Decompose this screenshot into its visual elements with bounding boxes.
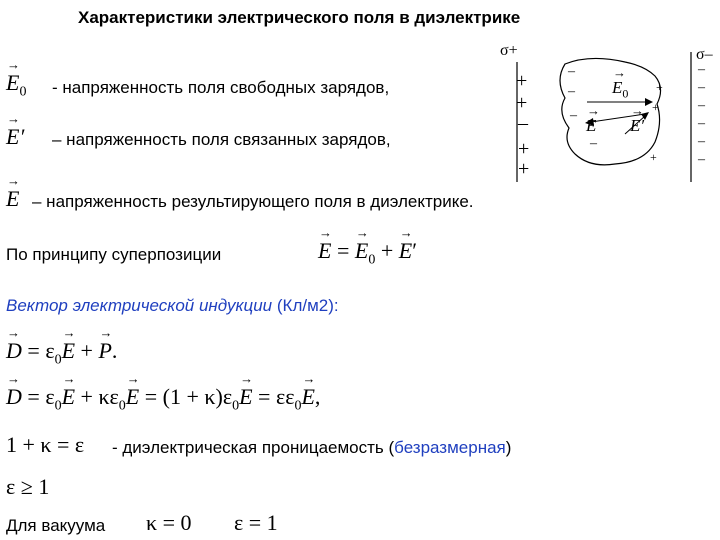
bound-plus-sign: + — [650, 150, 657, 164]
vacuum-kappa: κ = 0 — [146, 510, 192, 535]
induction-heading: Вектор электрической индукции (Кл/м2): — [6, 296, 339, 315]
inequality: ε ≥ 1 — [6, 474, 50, 499]
bound-minus-sign: – — [568, 64, 575, 79]
induction-formula: → $D = \varepsilon_0\to E$ + → P. — [6, 338, 117, 368]
superposition-label: По принципу суперпозиции — [6, 245, 222, 264]
plate-minus-sign: – — [698, 80, 705, 95]
diagram-eprime-label: → E′ — [630, 116, 644, 136]
definition-eprime: – напряженность поля связанных зарядов, — [52, 130, 391, 149]
definition-e: – напряженность результирующего поля в диэлектрике. — [32, 192, 474, 211]
plate-minus-sign: – — [518, 112, 528, 134]
plate-plus-sign: + — [516, 70, 528, 92]
symbol-e0: → $E_0$ — [6, 70, 26, 100]
symbol-e: → E — [6, 186, 19, 212]
definition-e0: - напряженность поля свободных зарядов, — [52, 78, 390, 97]
bound-minus-sign: – — [570, 108, 577, 123]
plate-plus-sign: + — [518, 158, 530, 180]
diagram-e-label: → E — [586, 116, 596, 136]
permittivity-text: - диэлектрическая проницаемость (безразмерная) — [112, 438, 512, 457]
plate-plus-sign: + — [516, 92, 528, 114]
symbol-eprime: → E′ — [6, 124, 24, 150]
vacuum-label: Для вакуума — [6, 516, 106, 535]
bound-plus-sign: + — [656, 80, 663, 94]
plate-minus-sign: – — [698, 134, 705, 149]
induction-expanded-formula: → $D = \varepsilon_0\to E + \kappa\varepsilon_0\to E = (1 + \kappa)\varepsilon_0\to E = \varepsilon\varepsilon_0\to E$, — [6, 384, 320, 414]
superposition-formula: → E = → $E_0$ + → E′ — [318, 238, 417, 268]
plate-minus-sign: – — [698, 98, 705, 113]
sigma-plus-label: σ+ — [500, 42, 518, 59]
diagram-e0-label: → $E_0$ — [612, 78, 628, 101]
plate-minus-sign: – — [698, 62, 705, 77]
bound-plus-sign: + — [652, 100, 659, 114]
plate-plus-sign: + — [518, 138, 530, 160]
permittivity-formula: 1 + κ = ε — [6, 432, 85, 457]
vacuum-eps: ε = 1 — [234, 510, 278, 535]
plate-minus-sign: – — [698, 116, 705, 131]
sigma-minus-label: σ– — [696, 46, 713, 63]
bound-minus-sign: – — [590, 136, 597, 151]
page-title: Характеристики электрического поля в диэлектрике — [78, 8, 521, 27]
plate-minus-sign: – — [698, 152, 705, 167]
bound-minus-sign: – — [568, 84, 575, 99]
